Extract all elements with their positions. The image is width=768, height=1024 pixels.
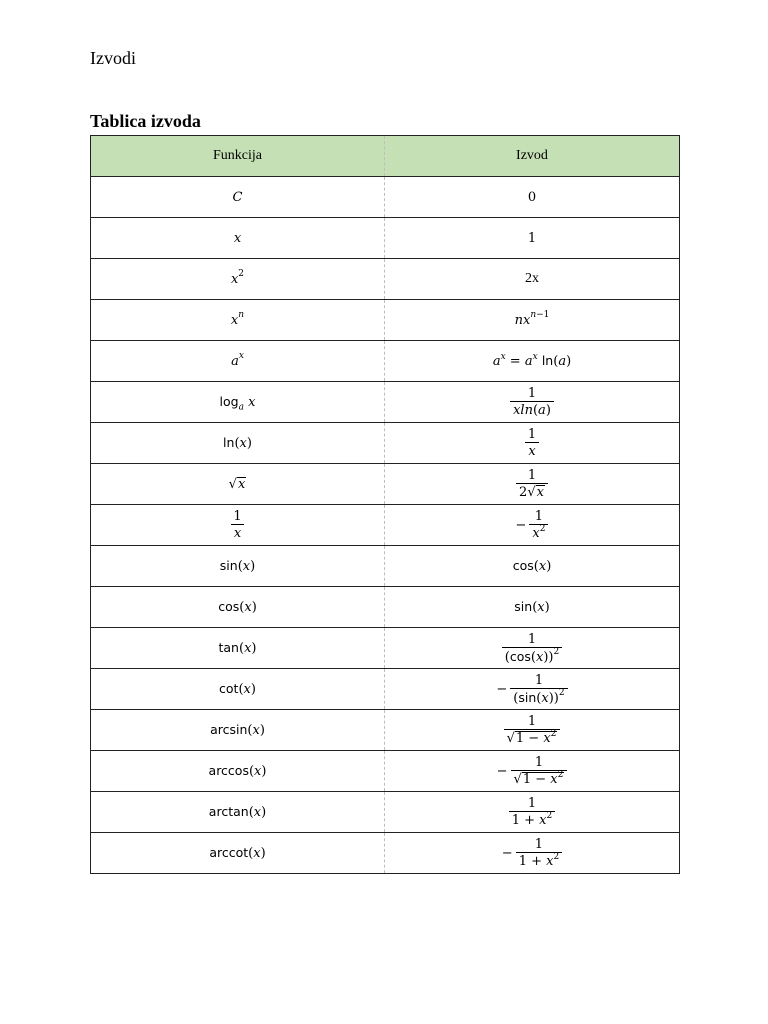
table-row — [91, 628, 680, 669]
function-cell: $\log_a x$ — [91, 382, 385, 423]
derivative-cell: cos(x) — [385, 546, 680, 587]
function-cell: tan(x) — [91, 628, 385, 669]
derivative-cell: 2x — [385, 259, 680, 300]
table-row — [91, 464, 680, 505]
table-row — [91, 669, 680, 710]
table-row — [91, 833, 680, 874]
function-cell: ln(x) — [91, 423, 385, 464]
derivative-cell: 1 √ $1 - x^2$ — [385, 710, 680, 751]
table-body — [91, 177, 680, 874]
column-header-function: Funkcija — [91, 136, 385, 177]
table-row — [91, 423, 680, 464]
table-row — [91, 710, 680, 751]
function-cell: cot(x) — [91, 669, 385, 710]
table-row — [91, 259, 680, 300]
table-row — [91, 546, 680, 587]
function-cell: C — [91, 177, 385, 218]
table-header-row — [91, 136, 680, 177]
derivative-cell: 0 — [385, 177, 680, 218]
derivative-cell: $\frac{1}{1 + x^2}$ — [385, 792, 680, 833]
derivative-cell: $a^x = a^x$ ln(a) — [385, 341, 680, 382]
derivative-cell: − 1 √ $1 - x^2$ — [385, 751, 680, 792]
function-cell: cos(x) — [91, 587, 385, 628]
table-row — [91, 587, 680, 628]
derivative-cell: $\frac{1}{xln(a)}$ — [385, 382, 680, 423]
derivative-cell: − $\frac{1}{(\sin(x))^2}$ — [385, 669, 680, 710]
function-cell: arccos(x) — [91, 751, 385, 792]
derivative-cell: $\frac{1}{x}$ — [385, 423, 680, 464]
table-row — [91, 218, 680, 259]
table-row — [91, 792, 680, 833]
table-row — [91, 177, 680, 218]
function-cell: $a^x$ — [91, 341, 385, 382]
derivative-cell: $\frac{1}{(\cos(x))^2}$ — [385, 628, 680, 669]
table-row — [91, 341, 680, 382]
function-cell: arctan(x) — [91, 792, 385, 833]
function-cell: arccot(x) — [91, 833, 385, 874]
derivative-cell: 1 — [385, 218, 680, 259]
function-cell: x — [91, 218, 385, 259]
column-header-derivative: Izvod — [385, 136, 680, 177]
function-cell: $\frac{1}{x}$ — [91, 505, 385, 546]
function-cell: $x^n$ — [91, 300, 385, 341]
derivative-cell: 1 2 √ x — [385, 464, 680, 505]
derivative-cell: − $\frac{1}{x^2}$ — [385, 505, 680, 546]
function-cell: sin(x) — [91, 546, 385, 587]
table-row — [91, 300, 680, 341]
document-title: Izvodi — [90, 48, 136, 68]
table-row — [91, 751, 680, 792]
function-cell: √ x — [91, 464, 385, 505]
table-row — [91, 505, 680, 546]
function-cell: $x^2$ — [91, 259, 385, 300]
section-title: Tablica izvoda — [90, 111, 201, 131]
function-cell: arcsin(x) — [91, 710, 385, 751]
derivative-cell: sin(x) — [385, 587, 680, 628]
table-row — [91, 382, 680, 423]
derivative-cell: $nx^{n-1}$ — [385, 300, 680, 341]
derivative-table — [90, 135, 680, 874]
derivative-cell: − $\frac{1}{1 + x^2}$ — [385, 833, 680, 874]
